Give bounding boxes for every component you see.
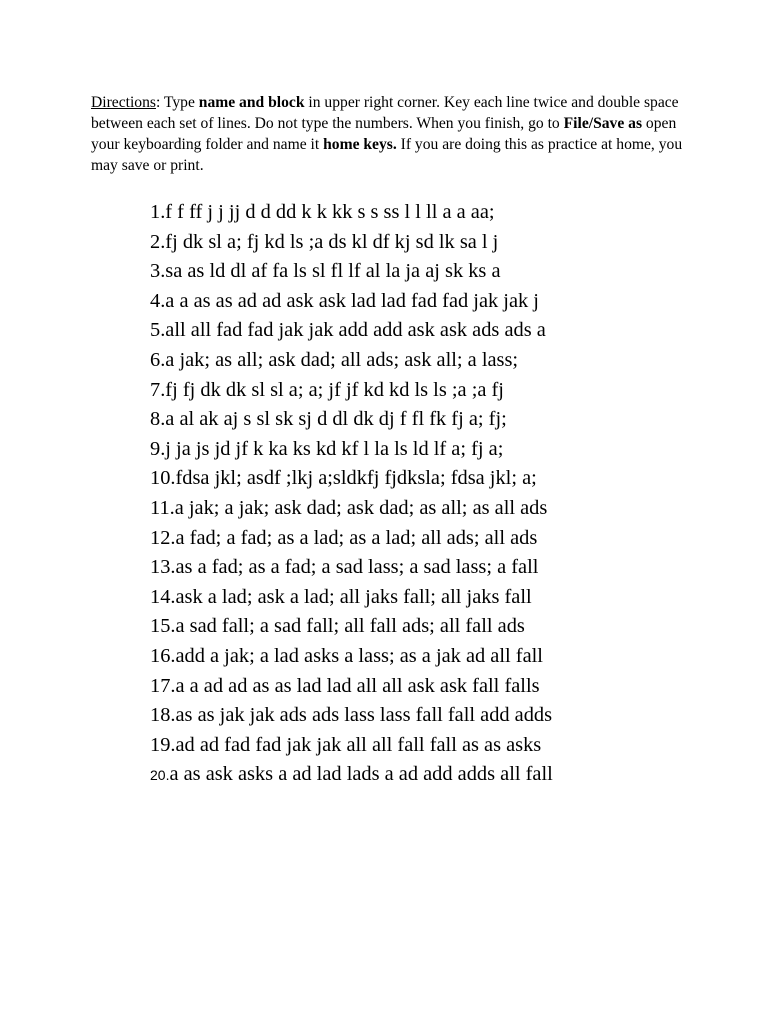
drill-line-text: f f ff j j jj d d dd k k kk s s ss l l ll a a aa;	[165, 201, 495, 223]
drill-line	[150, 376, 710, 406]
directions-segment: : Type	[155, 94, 199, 111]
drill-line	[150, 760, 710, 790]
drill-list	[150, 198, 710, 790]
drill-line-text: j ja js jd jf k ka ks kd kf l la ls ld lf a; fj a;	[165, 437, 504, 460]
drill-line-text: all all fad fad jak jak add add ask ask ads ads a	[165, 319, 546, 342]
drill-line-text: a sad fall; a sad fall; all fall ads; all fall ads	[175, 615, 525, 638]
drill-line	[150, 642, 710, 672]
drill-line	[150, 701, 710, 731]
drill-line-number: 5.	[150, 319, 166, 342]
drill-line-text: fdsa jkl; asdf ;lkj a;sldkfj fjdksla; fdsa jkl; a;	[175, 467, 537, 490]
drill-line-text: a jak; a jak; ask dad; ask dad; as all; as all ads	[174, 496, 548, 519]
drill-line-text: add a jak; a lad asks a lass; as a jak ad all fall	[175, 644, 543, 667]
drill-line	[150, 731, 710, 761]
drill-line-number: 8.	[150, 408, 166, 431]
drill-line	[150, 316, 710, 346]
directions-emphasis: File/Save as	[563, 115, 643, 132]
directions-emphasis: name and block	[198, 94, 305, 111]
drill-line	[150, 553, 710, 583]
drill-line-text: a as ask asks a ad lad lads a ad add adds all fall	[169, 763, 553, 786]
drill-line-text: a a ad ad as as lad lad all all ask ask fall falls	[175, 674, 540, 697]
drill-line	[150, 257, 710, 287]
drill-line-text: sa as ld dl af fa ls sl fl lf al la ja aj sk ks a	[165, 260, 501, 283]
drill-line-text: ad ad fad fad jak jak all all fall fall as as asks	[175, 733, 542, 756]
drill-line-number: 6.	[150, 348, 166, 371]
drill-line	[150, 287, 710, 317]
drill-line-number: 3.	[150, 260, 166, 283]
drill-line	[150, 494, 710, 524]
drill-line-text: fj fj dk dk sl sl a; a; jf jf kd kd ls ls ;a ;a fj	[165, 378, 504, 401]
directions-text	[91, 94, 682, 174]
drill-line	[150, 435, 710, 465]
drill-line-number: 17.	[150, 674, 176, 697]
drill-line-number: 12.	[150, 526, 176, 549]
drill-line	[150, 672, 710, 702]
drill-line-number: 4.	[150, 289, 166, 312]
drill-line-text: fj dk sl a; fj kd ls ;a ds kl df kj sd lk sa l j	[165, 230, 499, 253]
directions-paragraph	[91, 92, 691, 176]
drill-line	[150, 612, 710, 642]
drill-line-text: ask a lad; ask a lad; all jaks fall; all jaks fall	[175, 585, 532, 608]
drill-line-text: a al ak aj s sl sk sj d dl dk dj f fl fk fj a; fj;	[165, 408, 507, 431]
drill-line-number: 11.	[150, 496, 175, 519]
directions-segment: in upper right corner. Key each line twice and double space between each set of lines. Do not type the numbers. When you finish, go to	[91, 94, 679, 132]
drill-line-number: 13.	[150, 556, 176, 579]
drill-line-number: 2.	[150, 230, 166, 253]
drill-line-text: a a as as ad ad ask ask lad lad fad fad jak jak j	[165, 289, 539, 312]
drill-line-text: as a fad; as a fad; a sad lass; a sad lass; a fall	[175, 556, 539, 579]
drill-line	[150, 198, 710, 228]
drill-line-text: a jak; as all; ask dad; all ads; ask all; a lass;	[165, 348, 519, 371]
drill-line-number: 20.	[150, 767, 170, 784]
directions-label: Directions	[91, 94, 156, 111]
drill-line-number: 14.	[150, 585, 176, 608]
drill-line-number: 18.	[150, 704, 176, 727]
drill-line-number: 10.	[150, 467, 176, 490]
drill-line	[150, 583, 710, 613]
drill-line	[150, 405, 710, 435]
drill-line-number: 7.	[150, 378, 166, 401]
drill-line	[150, 524, 710, 554]
drill-line	[150, 346, 710, 376]
drill-line	[150, 228, 710, 258]
directions-emphasis: home keys.	[323, 136, 397, 153]
drill-line-number: 15.	[150, 615, 176, 638]
drill-line-number: 9.	[150, 437, 166, 460]
drill-line-text: as as jak jak ads ads lass lass fall fall add adds	[175, 704, 553, 727]
drill-line-text: a fad; a fad; as a lad; as a lad; all ads; all ads	[175, 526, 538, 549]
drill-line	[150, 464, 710, 494]
drill-line-number: 1.	[150, 201, 166, 223]
drill-line-number: 19.	[150, 733, 176, 756]
directions-segment: If you are doing this as practice at home, you may save or print.	[91, 136, 683, 174]
drill-line-number: 16.	[150, 644, 176, 667]
directions-segment: open your keyboarding folder and name it	[91, 115, 677, 153]
